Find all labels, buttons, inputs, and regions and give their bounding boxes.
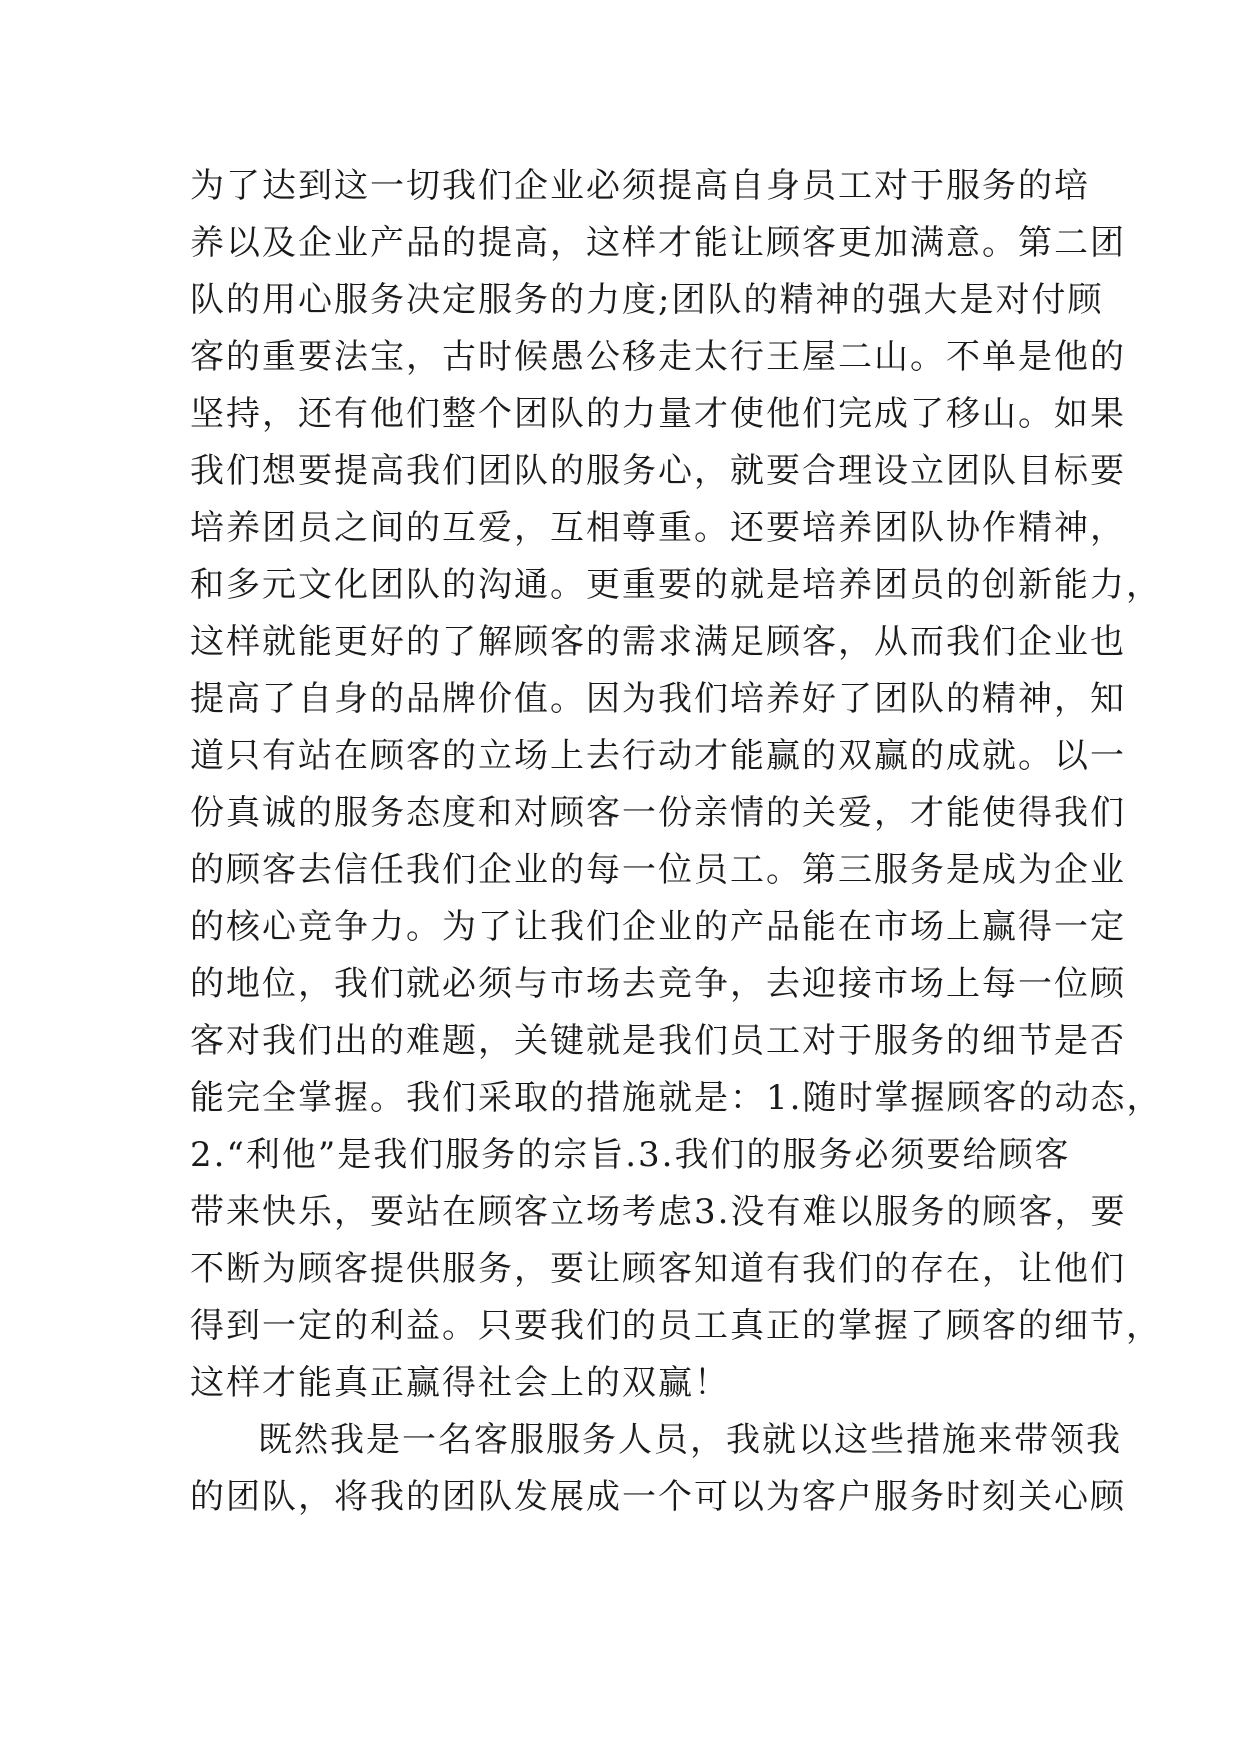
text-line: 提高了自身的品牌价值。因为我们培养好了团队的精神，知 [190,679,1126,719]
text-line: 为了达到这一切我们企业必须提高自身员工对于服务的培 [190,166,1090,206]
text-line: 客的重要法宝，古时候愚公移走太行王屋二山。不单是他的 [190,337,1126,377]
text-line: 客对我们出的难题，关键就是我们员工对于服务的细节是否 [190,1021,1126,1061]
text-line: 坚持，还有他们整个团队的力量才使他们完成了移山。如果 [190,394,1126,434]
text-line: 得到一定的利益。只要我们的员工真正的掌握了顾客的细节， [190,1306,1162,1346]
text-line: 的地位，我们就必须与市场去竞争，去迎接市场上每一位顾 [190,964,1126,1004]
text-line: 份真诚的服务态度和对顾客一份亲情的关爱，才能使得我们 [190,793,1126,833]
text-line: 这样就能更好的了解顾客的需求满足顾客，从而我们企业也 [190,622,1126,662]
text-line: 养以及企业产品的提高，这样才能让顾客更加满意。第二团 [190,223,1126,263]
text-line: 的顾客去信任我们企业的每一位员工。第三服务是成为企业 [190,850,1126,890]
text-line: 我们想要提高我们团队的服务心，就要合理设立团队目标要 [190,451,1126,491]
text-line: 队的用心服务决定服务的力度;团队的精神的强大是对付顾 [190,280,1104,320]
text-line: 2.“利他”是我们服务的宗旨.3.我们的服务必须要给顾客 [190,1135,1071,1175]
text-line: 这样才能真正赢得社会上的双赢！ [190,1363,730,1403]
paragraph [190,1412,1126,1526]
text-line: 培养团员之间的互爱，互相尊重。还要培养团队协作精神， [190,508,1126,548]
text-line: 和多元文化团队的沟通。更重要的就是培养团员的创新能力， [190,565,1162,605]
text-line: 能完全掌握。我们采取的措施就是：1.随时掌握顾客的动态， [190,1078,1163,1118]
text-line: 道只有站在顾客的立场上去行动才能赢的双赢的成就。以一 [190,736,1126,776]
text-line: 不断为顾客提供服务，要让顾客知道有我们的存在，让他们 [190,1249,1126,1289]
text-line: 带来快乐，要站在顾客立场考虑3.没有难以服务的顾客，要 [190,1192,1127,1232]
text-line: 的核心竞争力。为了让我们企业的产品能在市场上赢得一定 [190,907,1126,947]
text-line: 的团队，将我的团队发展成一个可以为客户服务时刻关心顾 [190,1477,1126,1517]
body-text [190,158,1163,1526]
paragraph [190,158,1163,1412]
text-line: 既然我是一名客服服务人员，我就以这些措施来带领我 [258,1420,1122,1460]
